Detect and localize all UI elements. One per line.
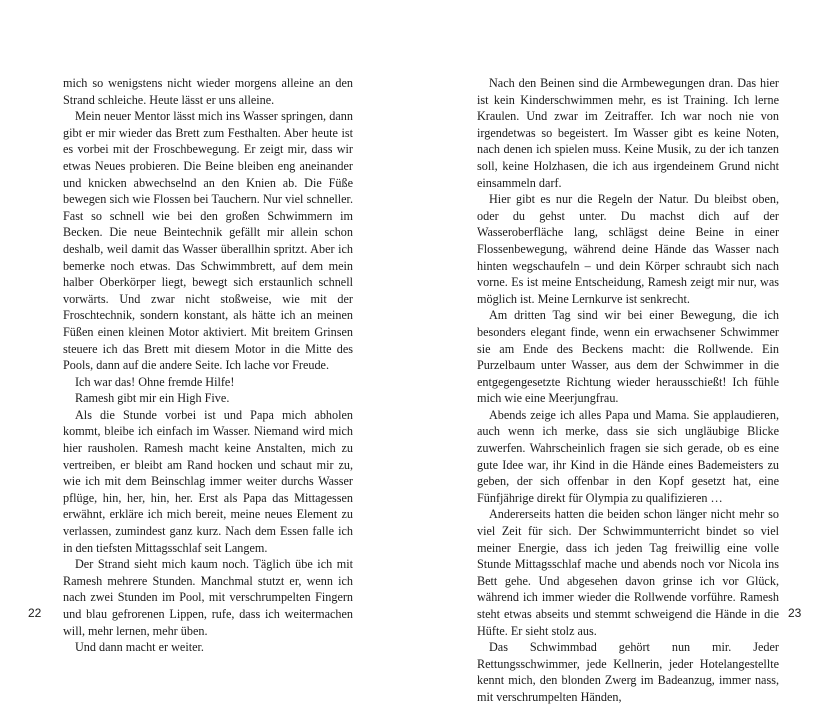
paragraph: Als die Stunde vorbei ist und Papa mich abholen kommt, bleibe ich einfach im Wasser. Niemand wird mich hier rausholen. Ramesh macht keine Anstalten, mich zu vertreiben, er bleibt am Rand hocken und schaut mir zu, wie ich mit dem Beinschlag immer weiter durchs Wasser pflüge, hin, her, hin, her. Erst als Papa das Mittagessen erwähnt, erkläre ich mich bereit, meine neues Element zu verlassen, zumindest ganz kurz. Nach dem Essen falle ich in den tiefsten Mittagsschlaf seit Langem. <box>63 407 353 555</box>
left-page-text <box>63 75 353 656</box>
paragraph: Und dann macht er weiter. <box>75 640 204 655</box>
page-number-right: 23 <box>788 606 802 620</box>
page-number-left: 22 <box>28 606 42 620</box>
paragraph: Nach den Beinen sind die Armbewegungen dran. Das hier ist kein Kinderschwimmen mehr, es ist Training. Ich lerne Kraulen. Und zwar im Zeitraffer. Ich war noch nie von irgendetwas so begeistert. Im Wasser gibt es keine Noten, nach denen ich spielen muss. Keine Musik, zu der ich tanzen soll, keine Holzhasen, die ich aus irgendeinem Grund nicht einsammeln darf. <box>477 76 779 190</box>
paragraph: Andererseits hatten die beiden schon länger nicht mehr so viel Zeit für sich. Der Schwimmunterricht bindet so viel meiner Energie, dass ich jeden Tag freiwillig eine volle Stunde Mittagsschlaf mache und abends noch vor Nicola ins Bett gehe. Und abgesehen davon grinse ich vor Glück, während ich immer wieder die Rollwende vorführe. Ramesh steht etwas abseits und stemmt schweigend die Hände in die Hüfte. Er sieht stolz aus. <box>477 507 779 638</box>
right-page-text <box>477 75 779 706</box>
paragraph: Ich war das! Ohne fremde Hilfe! <box>75 374 235 389</box>
paragraph: Am dritten Tag sind wir bei einer Bewegung, die ich besonders elegant finde, wenn ein erwachsener Schwimmer sie am Ende des Beckens macht: die Rollwende. Ein Purzelbaum unter Wasser, aus dem der Schwimmer in die entgegengesetzte Richtung wieder herausschießt! Ich fühle mich wie eine Meerjungfrau. <box>477 308 779 406</box>
paragraph: Mein neuer Mentor lässt mich ins Wasser springen, dann gibt er mir wieder das Brett zum Festhalten. Aber heute ist es vorbei mit der Froschbewegung. Er zeigt mir, dass wir etwas Neues probieren. Die Beine bleiben eng aneinander und knicken abwechselnd an den Knien ab. Die Füße bewegen sich wie Flossen bei Tauchern. Nur viel schneller. Fast so schnell wie bei den großen Schwimmern im Becken. Die neue Beintechnik gefällt mir allein schon deshalb, weil damit das Wasser überallhin spritzt. Aber ich bemerke noch etwas. Das Schwimmbrett, auf dem mein halber Oberkörper liegt, bewegt sich erstaunlich schnell vorwärts. Und zwar nicht stoßweise, wie mit der Froschtechnik, sondern konstant, als hätte ich an meinen Füßen einen kleinen Motor aktiviert. Mit breitem Grinsen steuere ich das Brett mit diesem Motor in die Mitte des Pools, dann auf die andere Seite. Ich lache vor Freude. <box>63 109 353 373</box>
paragraph: mich so wenigstens nicht wieder morgens alleine an den Strand schleiche. Heute lässt er uns alleine. <box>63 76 353 107</box>
paragraph: Abends zeige ich alles Papa und Mama. Sie applaudieren, auch wenn ich merke, dass sie sich ungläubige Blicke zuwerfen. Wahrscheinlich fragen sie sich gerade, ob es eine gute Idee war, ihr Kind in die Hände eines Bademeisters zu geben, der sich offenbar in den Kopf gesetzt hat, eine Fünfjährige direkt für Olympia zu qualifizieren … <box>477 407 779 505</box>
paragraph: Hier gibt es nur die Regeln der Natur. Du bleibst oben, oder du gehst unter. Du machst dich auf der Wasseroberfläche lang, schlägst deine Beine in einer Flossenbewegung, während deine Hände das Wasser nach hinten wegschaufeln – und dein Körper schraubt sich nach vorne. Es ist meine Entscheidung, Ramesh zeigt mir nur, was möglich ist. Meine Lernkurve ist senkrecht. <box>477 192 779 306</box>
paragraph: Das Schwimmbad gehört nun mir. Jeder Rettungsschwimmer, jede Kellnerin, jeder Hotelangestellte kennt mich, den blonden Zwerg im Badeanzug, immer nass, mit verschrumpelten Händen, <box>477 640 779 704</box>
paragraph: Ramesh gibt mir ein High Five. <box>75 391 230 406</box>
paragraph: Der Strand sieht mich kaum noch. Täglich übe ich mit Ramesh mehrere Stunden. Manchmal stutzt er, wenn ich nach zwei Stunden im Pool, mit verschrumpelten Fingern und blau gefrorenen Lippen, rufe, dass ich weitermachen will, mehr lernen, mehr üben. <box>63 557 353 638</box>
